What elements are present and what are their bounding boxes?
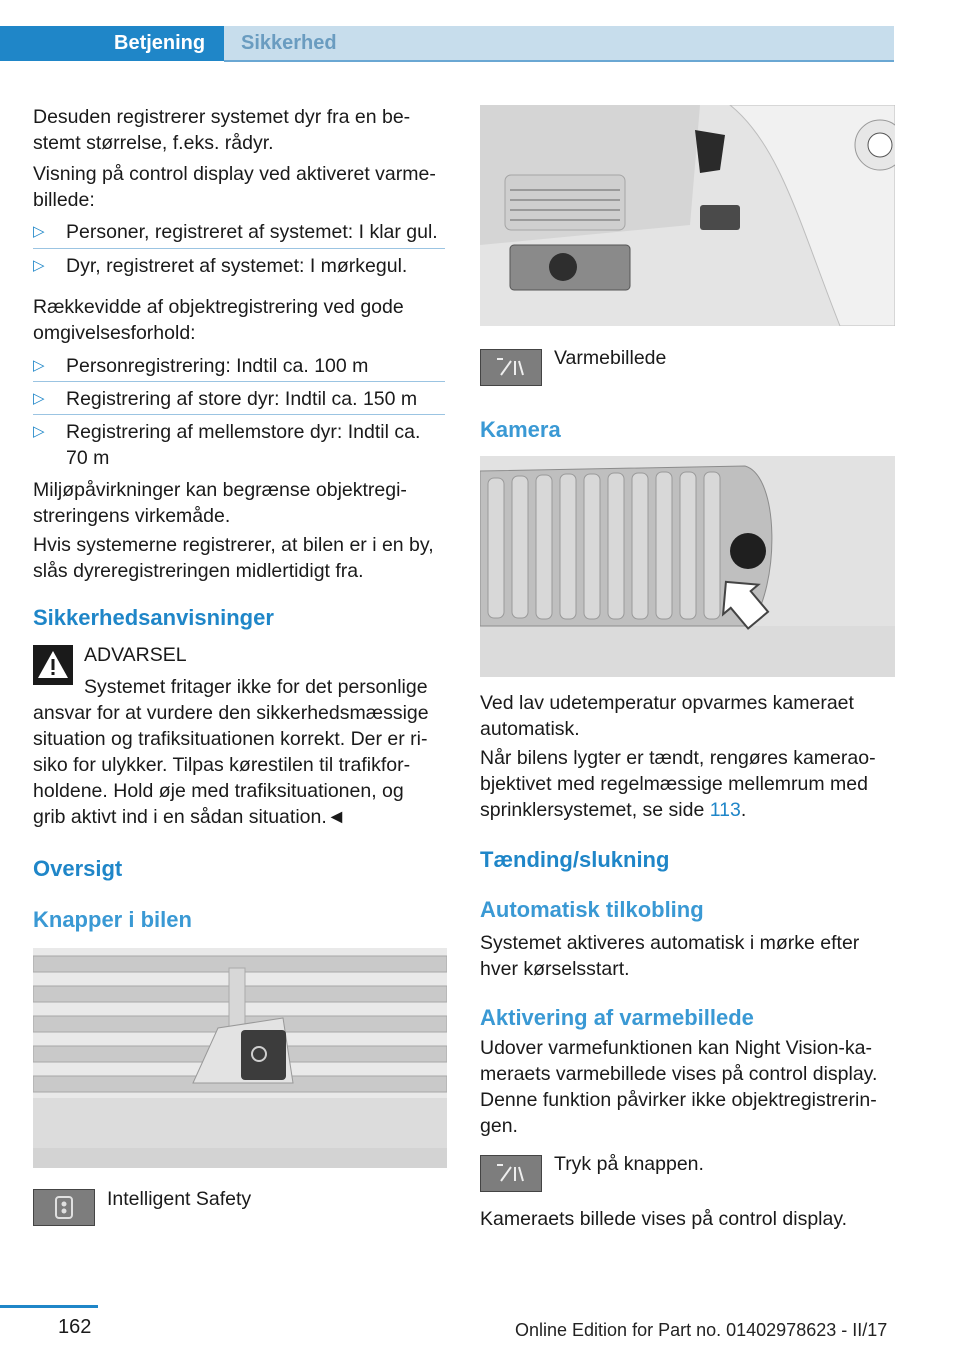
heading-safety: Sikkerhedsanvisninger <box>33 605 274 630</box>
paragraph-environment: Miljøpåvirkninger kan begrænse objektregi- streringens virkemåde. <box>33 479 407 527</box>
tab-betjening[interactable]: Betjening <box>0 26 224 61</box>
bullet-icon: ▷ <box>33 423 45 440</box>
list-item: ▷ Personer, registreret af systemet: I klar gul. <box>33 221 438 243</box>
page-link[interactable]: 113 <box>709 799 741 821</box>
grille-button-photo <box>33 948 447 1168</box>
safety-button-icon <box>33 1189 95 1226</box>
paragraph-range: Rækkevidde af objektregistrering ved gode omgivelsesforhold: <box>33 296 404 344</box>
list-item: ▷ Registrering af mellemstore dyr: Indtil ca. 70 m <box>33 421 421 469</box>
list-item: ▷ Dyr, registreret af systemet: I mørkegul. <box>33 255 408 277</box>
tab-sikkerhed[interactable]: Sikkerhed <box>224 26 894 61</box>
bullet-icon: ▷ <box>33 257 45 274</box>
paragraph-city: Hvis systemerne registrerer, at bilen er i en by, slås dyreregistreringen midlertidigt fra. <box>33 534 434 582</box>
dashboard-photo <box>480 105 895 326</box>
heading-camera: Kamera <box>480 417 561 442</box>
instruction-press-button: Tryk på knappen. <box>554 1153 704 1175</box>
bullet-icon: ▷ <box>33 223 45 240</box>
page-number: 162 <box>58 1316 92 1338</box>
thermal-image-button-icon <box>480 1155 542 1192</box>
paragraph-automatic: Systemet aktiveres automatisk i mørke efter hver kørselsstart. <box>480 932 860 980</box>
thermal-image-button-icon <box>480 349 542 386</box>
warning-icon <box>33 645 73 685</box>
heading-on-off: Tænding/slukning <box>480 847 670 872</box>
caption-varmebillede: Varmebillede <box>554 347 667 369</box>
divider <box>33 381 445 382</box>
heading-overview: Oversigt <box>33 856 123 881</box>
list-item: ▷ Registrering af store dyr: Indtil ca. 150 m <box>33 388 418 410</box>
bullet-icon: ▷ <box>33 357 45 374</box>
warning-title: ADVARSEL <box>84 644 187 666</box>
caption-intelligent-safety: Intelligent Safety <box>107 1188 252 1210</box>
divider <box>33 414 445 415</box>
paragraph-display: Visning på control display ved aktiveret varme- billede: <box>33 163 436 211</box>
footer-rule <box>0 1305 98 1308</box>
bullet-icon: ▷ <box>33 390 45 407</box>
footer-edition: Online Edition for Part no. 01402978623 - II/17 <box>515 1320 888 1340</box>
camera-grille-photo <box>480 456 895 677</box>
divider <box>33 248 445 249</box>
paragraph-activate: Udover varmefunktionen kan Night Vision-ka- meraets varmebillede vises på control display. Denne funktion påvirker ikke objektregistrerin- gen. <box>480 1037 878 1137</box>
heading-activate: Aktivering af varmebillede <box>480 1005 754 1030</box>
warning-text: ansvar for at vurdere den sikkerhedsmæssige situation og trafiksituationen korrekt. Der er ri- siko for ulykker. Tilpas kørestilen til trafikfor- holdene. Hold øje med trafiksituationen, og grib aktivt ind i en sådan situation.◄ <box>33 702 429 828</box>
heading-automatic: Automatisk tilkobling <box>480 897 704 922</box>
header-rule <box>224 60 894 62</box>
warning-line: Systemet fritager ikke for det personlige <box>84 676 428 698</box>
paragraph-cleaning: Når bilens lygter er tændt, rengøres kamerao- bjektivet med regelmæssige mellemrum med sprinklersystemet, se side 113. <box>480 747 876 821</box>
list-item: ▷ Personregistrering: Indtil ca. 100 m <box>33 355 369 377</box>
paragraph-heating: Ved lav udetemperatur opvarmes kameraet automatisk. <box>480 692 854 740</box>
heading-buttons: Knapper i bilen <box>33 907 192 932</box>
paragraph-camera-image: Kameraets billede vises på control display. <box>480 1208 848 1230</box>
paragraph-animals: Desuden registrerer systemet dyr fra en be- stemt størrelse, f.eks. rådyr. <box>33 106 411 154</box>
